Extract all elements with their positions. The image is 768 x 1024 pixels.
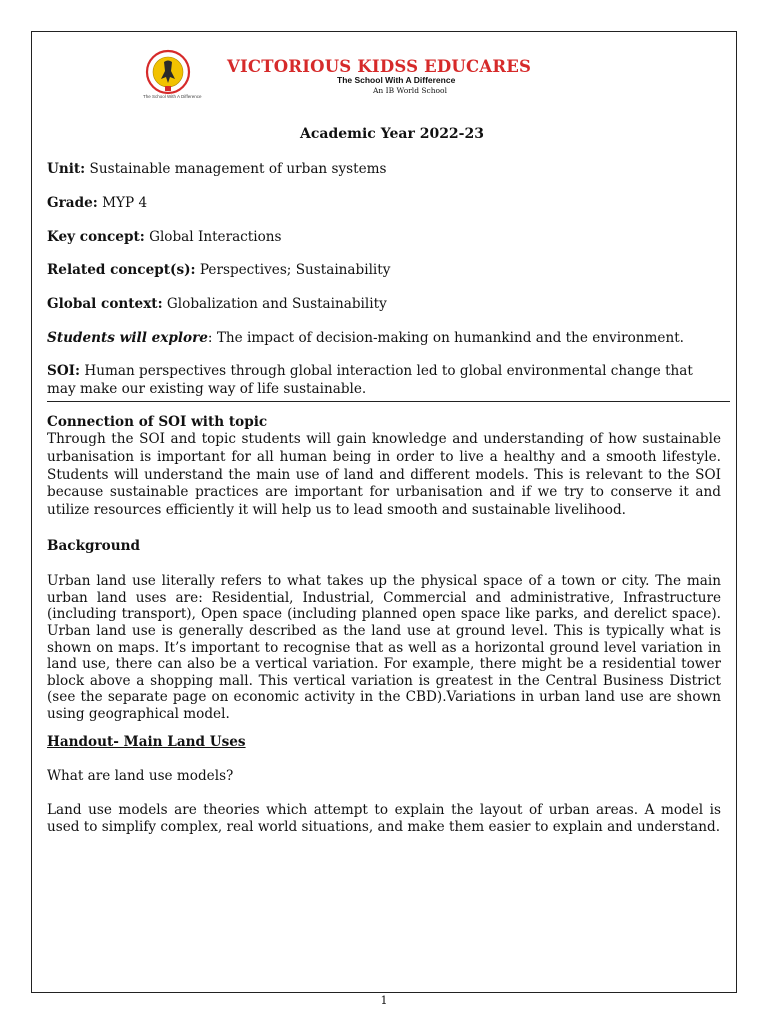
handout-title: Handout- Main Land Uses (47, 734, 246, 751)
ib-world-school: An IB World School (373, 86, 447, 95)
document-body (47, 46, 721, 837)
related-concept-value: Perspectives; Sustainability (195, 262, 391, 279)
related-concept-label: Related concept(s): (47, 262, 196, 279)
school-name: VICTORIOUS KIDSS EDUCARES (227, 57, 532, 76)
grade-value: MYP 4 (97, 194, 148, 211)
background-title: Background (47, 537, 140, 554)
soi-field (47, 363, 730, 401)
key-concept-label: Key concept: (47, 228, 145, 245)
school-logo (145, 49, 191, 95)
school-tagline: The School With A Difference (337, 75, 456, 85)
soi-value: Human perspectives through global interaction led to global environmental change that may make our existing way of life sustainable. (47, 363, 693, 397)
students-explore-value: : The impact of decision-making on humankind and the environment. (207, 329, 684, 346)
background-text: Urban land use literally refers to what takes up the physical space of a town or city. The main urban land uses are: Residential, Industrial, Commercial and administrative, Infrastructure (including transport), Open space (including planned open space like parks, and derelict space). Urban land use is generally described as the land use at ground level. This is typically what is shown on maps. It’s important to recognise that as well as a horizontal ground level variation in land use, there can also be a vertical variation. For example, there might be a residential tower block above a shopping mall. This vertical variation is greatest in the Central Business District (see the separate page on economic activity in the CBD).Variations in urban land use are shown using geographical model. (47, 573, 721, 722)
global-context-field (47, 296, 721, 314)
logo-caption: The School With A Difference (143, 94, 202, 99)
key-concept-field (47, 229, 721, 247)
global-context-value: Globalization and Sustainability (162, 295, 387, 312)
handout-question: What are land use models? (47, 768, 234, 785)
key-concept-value: Global Interactions (144, 228, 282, 245)
grade-label: Grade: (47, 194, 98, 211)
connection-title: Connection of SOI with topic (47, 413, 268, 430)
students-explore-field (47, 330, 721, 348)
students-explore-label: Students will explore (47, 329, 208, 346)
soi-label: SOI: (47, 363, 81, 380)
page-number: 1 (380, 994, 388, 1007)
connection-text: Through the SOI and topic students will gain knowledge and understanding of how sustainable urbanisation is important for all human being in order to live a healthy and a smooth lifestyle. Students will understand the main use of land and different models. This is relevant to the SOI because sustainable practices are important for urbanisation and if we try to conserve it and utilize resources efficiently it will help us to lead smooth and sustainable livelihood. (47, 431, 721, 518)
school-header (47, 46, 721, 106)
unit-field (47, 161, 721, 179)
academic-year: Academic Year 2022-23 (300, 126, 484, 142)
related-concept-field (47, 262, 721, 280)
handout-answer: Land use models are theories which attempt to explain the layout of urban areas. A model is used to simplify complex, real world situations, and make them easier to explain and understand. (47, 801, 721, 836)
global-context-label: Global context: (47, 295, 163, 312)
unit-label: Unit: (47, 161, 86, 178)
grade-field (47, 195, 721, 213)
unit-value: Sustainable management of urban systems (85, 161, 387, 178)
